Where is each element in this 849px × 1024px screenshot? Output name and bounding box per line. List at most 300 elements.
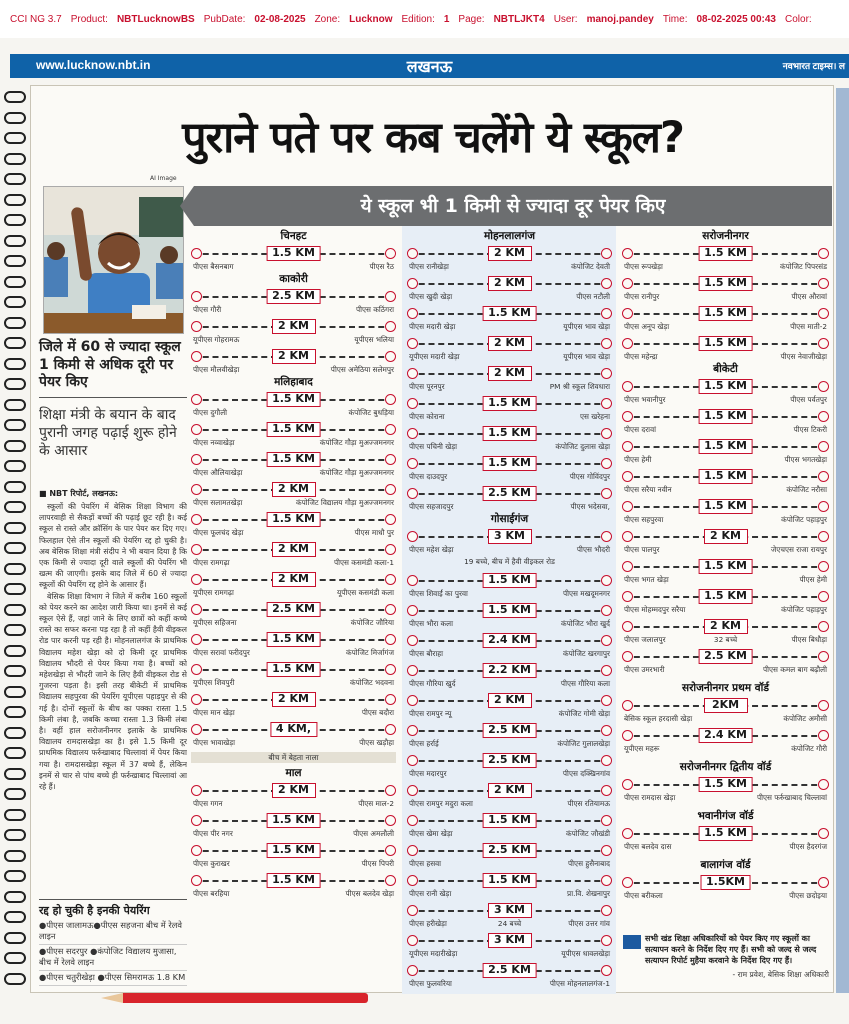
school-from: पीएस रानीपुर	[624, 292, 660, 301]
school-marker-icon	[601, 785, 612, 796]
school-to: पीएस नेवाजीखेड़ा	[780, 352, 827, 361]
school-marker-icon	[385, 544, 396, 555]
slug-value: NBTLucknowBS	[116, 13, 195, 25]
school-from: पीएस रामगढ़ा	[193, 558, 230, 567]
school-marker-icon	[622, 441, 633, 452]
school-marker-icon	[191, 634, 202, 645]
school-from: पीएस पालपुर	[624, 545, 660, 554]
school-marker-icon	[385, 815, 396, 826]
pairing-row	[191, 629, 396, 659]
headline: पुराने पते पर कब चलेंगे ये स्कूल?	[182, 113, 684, 163]
school-to: कंपोजिट पिपरसंड	[780, 262, 827, 271]
school-to: कंपोजिट गौरी	[791, 744, 827, 753]
distance-badge: 1.5 KM	[698, 409, 753, 424]
school-to: कंपोजिट जौखंडी	[565, 829, 610, 838]
school-to: पीएस औरावां	[791, 292, 827, 301]
school-from: पीएस औलियाखेड़ा	[193, 468, 243, 477]
distance-badge: 2.5 KM	[698, 649, 753, 664]
block-heading: काकोरी	[279, 273, 308, 285]
spiral-ring	[4, 296, 26, 308]
pairing-column-3	[622, 230, 829, 902]
school-to: पीएस रतियामऊ	[567, 799, 610, 808]
distance-badge: 2.5 KM	[266, 289, 321, 304]
distance-badge: 2 KM	[704, 529, 748, 544]
spiral-ring	[4, 809, 26, 821]
officer-quote-text: सभी खंड शिक्षा अधिकारियों को पेयर किए गए स्कूलों का सत्यापन करने के निर्देश दिए गए हैं। सभी को जल्द से जल्द सत्यापन रिपोर्ट मुहैया करवाने के निर्देश दिए गए हैं।	[645, 934, 817, 965]
officer-quote	[623, 933, 829, 980]
school-marker-icon	[385, 845, 396, 856]
school-marker-icon	[191, 351, 202, 362]
school-marker-icon	[601, 905, 612, 916]
pairing-row	[191, 316, 396, 346]
distance-badge: 1.5 KM	[698, 499, 753, 514]
distance-badge: 1.5 KM	[698, 589, 753, 604]
school-to: कंपोजिट जौरिया	[350, 618, 394, 627]
school-marker-icon	[407, 665, 418, 676]
school-from: पीएस सरावां फरीदपुर	[193, 648, 250, 657]
school-from: पीएस बरीकला	[624, 891, 663, 900]
school-marker-icon	[191, 604, 202, 615]
distance-badge: 2 KM	[488, 366, 532, 381]
school-from: पीएस दाउदपुर	[409, 472, 448, 481]
school-from: यूपीएस गोहरामऊ	[193, 335, 240, 344]
block-heading: भवानीगंज वॉर्ड	[697, 810, 754, 822]
school-from: पीएस सलामतखेड़ा	[193, 498, 243, 507]
school-marker-icon	[407, 755, 418, 766]
school-marker-icon	[407, 785, 418, 796]
distance-badge: 1.5 KM	[482, 813, 537, 828]
school-to: पीएस कठिंगरा	[355, 305, 394, 314]
school-marker-icon	[818, 441, 829, 452]
spiral-ring	[4, 768, 26, 780]
distance-badge: 1.5 KM	[698, 559, 753, 574]
pairing-row	[191, 389, 396, 419]
school-marker-icon	[818, 828, 829, 839]
school-to: कंपोजिट पहाड़पुर	[781, 515, 827, 524]
distance-badge: 2 KM	[272, 572, 316, 587]
school-marker-icon	[818, 248, 829, 259]
photo-caption: AI Image	[150, 175, 177, 182]
distance-badge: 2.4 KM	[698, 728, 753, 743]
slug-key: User:	[553, 13, 578, 25]
school-from: पीएस पीर नगर	[193, 829, 233, 838]
pairing-column-1	[191, 230, 396, 900]
school-marker-icon	[407, 398, 418, 409]
school-from: पीएस सहपुरवा	[624, 515, 664, 524]
block-heading: सरोजनीनगर	[702, 230, 749, 242]
school-to: कंपोजिट देवती	[571, 262, 610, 271]
school-marker-icon	[407, 695, 418, 706]
school-to: पीएस भगतखेड़ा	[784, 455, 827, 464]
school-marker-icon	[407, 338, 418, 349]
spiral-ring	[4, 973, 26, 985]
subheadline: ये स्कूल भी 1 किमी से ज्यादा दूर पेयर किए	[194, 186, 832, 226]
school-from: पीएस जलालपुर	[624, 635, 666, 644]
pairing-row	[622, 526, 829, 556]
distance-badge: 2 KM	[488, 693, 532, 708]
school-marker-icon	[407, 965, 418, 976]
school-marker-icon	[622, 591, 633, 602]
school-marker-icon	[191, 291, 202, 302]
school-to: पीएस भदेसवा,	[570, 502, 610, 511]
school-marker-icon	[601, 428, 612, 439]
pairing-row	[622, 695, 829, 725]
school-to: पीएस खड़ौहा	[359, 738, 394, 747]
distance-badge: 1.5 KM	[482, 603, 537, 618]
spiral-ring	[4, 645, 26, 657]
school-from: पीएस खेमा खेड़ा	[409, 829, 453, 838]
school-from: यूपीएस रामगढ़ा	[193, 588, 234, 597]
distance-badge: 1.5 KM	[266, 662, 321, 677]
spiral-ring	[4, 419, 26, 431]
spiral-ring	[4, 850, 26, 862]
pairing-row	[622, 872, 829, 902]
school-marker-icon	[385, 351, 396, 362]
school-to: यूपीएस भाव खेड़ा	[563, 322, 610, 331]
school-to: यूपीएस भाव खेड़ा	[563, 352, 610, 361]
pairing-row	[407, 273, 612, 303]
website-url: www.lucknow.nbt.in	[36, 58, 151, 72]
spiral-ring	[4, 665, 26, 677]
pairing-row	[622, 406, 829, 436]
school-marker-icon	[818, 531, 829, 542]
school-from: पीएस उमरभारी	[624, 665, 665, 674]
school-marker-icon	[622, 471, 633, 482]
spiral-ring	[4, 132, 26, 144]
school-from: पीएस मान खेड़ा	[193, 708, 235, 717]
spiral-ring	[4, 727, 26, 739]
school-marker-icon	[191, 664, 202, 675]
pairing-row	[191, 419, 396, 449]
pairing-row	[191, 286, 396, 316]
pairing-row	[191, 569, 396, 599]
school-from: पीएस महेश खेड़ा	[409, 545, 454, 554]
school-marker-icon	[601, 755, 612, 766]
block-heading: सरोजनीनगर द्वितीय वॉर्ड	[679, 761, 772, 773]
school-marker-icon	[818, 700, 829, 711]
paper-name: नवभारत टाइम्स। ल	[782, 61, 845, 71]
distance-badge: 2 KM	[488, 783, 532, 798]
cancelled-item: ●पीएस जालामऊ●पीएस सहजना बीच में रेलवे लाइन	[39, 919, 187, 945]
school-to: पीएस उत्तर गांव	[568, 919, 610, 928]
spiral-ring	[4, 932, 26, 944]
school-marker-icon	[407, 428, 418, 439]
block-heading: गोसाईगंज	[490, 513, 529, 525]
distance-badge: 1.5 KM	[266, 873, 321, 888]
distance-badge: 2 KM	[272, 319, 316, 334]
pairing-row	[622, 496, 829, 526]
distance-badge: 2 KM	[272, 542, 316, 557]
distance-badge: 2.5 KM	[482, 963, 537, 978]
school-marker-icon	[818, 591, 829, 602]
distance-badge: 2 KM	[488, 276, 532, 291]
school-to: कंपोजिट मिर्जागंज	[345, 648, 394, 657]
school-marker-icon	[191, 845, 202, 856]
school-marker-icon	[601, 665, 612, 676]
school-from: पीएस सरैया नवीन	[624, 485, 672, 494]
notebook-spiral	[0, 85, 32, 990]
school-marker-icon	[407, 308, 418, 319]
school-from: पीएस दरावां	[624, 425, 657, 434]
school-marker-icon	[191, 484, 202, 495]
cancelled-item: ●पीएस चतुरीखेड़ा ●पीएस सिमरामऊ 1.8 KM	[39, 971, 187, 986]
pairing-row	[622, 725, 829, 755]
school-marker-icon	[407, 905, 418, 916]
school-from: पीएस हेमी	[624, 455, 652, 464]
school-from: पीएस मदारपुर	[409, 769, 447, 778]
spiral-ring	[4, 522, 26, 534]
pairing-row	[191, 840, 396, 870]
school-marker-icon	[601, 368, 612, 379]
spiral-ring	[4, 788, 26, 800]
school-from: पीएस कोराना	[409, 412, 445, 421]
school-marker-icon	[385, 875, 396, 886]
school-marker-icon	[622, 501, 633, 512]
school-marker-icon	[385, 248, 396, 259]
school-marker-icon	[191, 394, 202, 405]
school-to: पीएस माती-2	[790, 322, 827, 331]
distance-badge: 1.5 KM	[698, 379, 753, 394]
school-marker-icon	[622, 248, 633, 259]
school-marker-icon	[191, 248, 202, 259]
pairing-row	[191, 243, 396, 273]
news-page	[30, 85, 834, 993]
school-marker-icon	[385, 694, 396, 705]
school-to: कंपोजिट विद्यालय गौड़ा मुअज्जमनगर	[295, 498, 394, 507]
pairing-row	[407, 900, 612, 930]
slug-key: Time:	[662, 13, 688, 25]
school-to: पीएस माधौ पुर	[354, 528, 394, 537]
spiral-ring	[4, 214, 26, 226]
slug-key: Page:	[458, 13, 485, 25]
school-marker-icon	[191, 785, 202, 796]
school-marker-icon	[385, 291, 396, 302]
school-to: कंपोजिट पहाड़पुर	[781, 605, 827, 614]
school-marker-icon	[622, 411, 633, 422]
school-to: पीएस फर्रुखाबाद चिल्लावां	[756, 793, 827, 802]
block-heading: मोहनलालगंज	[483, 230, 536, 242]
spiral-ring	[4, 952, 26, 964]
school-marker-icon	[407, 875, 418, 886]
spiral-ring	[4, 747, 26, 759]
distance-badge: 1.5 KM	[698, 336, 753, 351]
school-marker-icon	[601, 845, 612, 856]
pairing-row	[622, 646, 829, 676]
cancelled-list	[39, 919, 187, 986]
slug-value: 1	[443, 13, 450, 25]
school-marker-icon	[622, 779, 633, 790]
distance-badge: 2.5 KM	[482, 843, 537, 858]
distance-badge: 1.5 KM	[482, 873, 537, 888]
pairing-row	[191, 689, 396, 719]
school-to: एस खरेहना	[579, 412, 610, 421]
spiral-ring	[4, 706, 26, 718]
distance-badge: 1.5 KM	[266, 246, 321, 261]
school-to: कंपोजिट गौड़ा मुअज्जमनगर	[319, 468, 394, 477]
distance-badge: 2.2 KM	[482, 663, 537, 678]
school-from: पीएस गौरी	[193, 305, 222, 314]
pairing-row	[407, 423, 612, 453]
cancelled-item: ●पीएस सदरपुर ●कंपोजिट विद्यालय मुजासा, बीच में रेलवे लाइन	[39, 945, 187, 971]
distance-badge: 3 KM	[488, 529, 532, 544]
school-to: पीएस बलदेव खेड़ा	[345, 889, 394, 898]
school-marker-icon	[191, 424, 202, 435]
school-from: पीएस रामदास खेड़ा	[624, 793, 676, 802]
pairing-row	[407, 720, 612, 750]
school-from: पीएस कुराखर	[193, 859, 230, 868]
school-marker-icon	[622, 338, 633, 349]
school-from: पीएस रानीखेड़ा	[409, 262, 449, 271]
school-marker-icon	[601, 575, 612, 586]
school-marker-icon	[191, 875, 202, 886]
spiral-ring	[4, 604, 26, 616]
spiral-ring	[4, 481, 26, 493]
school-marker-icon	[818, 278, 829, 289]
school-marker-icon	[818, 308, 829, 319]
spiral-ring	[4, 440, 26, 452]
school-from: पीएस रामपुर न्यू	[409, 709, 452, 718]
school-marker-icon	[407, 531, 418, 542]
pairing-row	[191, 539, 396, 569]
school-marker-icon	[601, 935, 612, 946]
pairing-row	[622, 774, 829, 804]
spiral-ring	[4, 501, 26, 513]
lead-text: जिले में 60 से ज्यादा स्कूल 1 किमी से अधिक दूरी पर पेयर किए	[39, 339, 187, 398]
school-to: यूपीएस धावलखेड़ा	[561, 949, 610, 958]
school-to: पीएस हेमी	[799, 575, 827, 584]
school-from: पीएस बलदेव दास	[624, 842, 672, 851]
spiral-ring	[4, 399, 26, 411]
pairing-row	[622, 273, 829, 303]
school-from: पीएस गौरिया खुर्द	[409, 679, 456, 688]
school-to: पीएस मखदूमनगर	[562, 589, 610, 598]
distance-badge: 2.5 KM	[482, 753, 537, 768]
student-count: 32 बच्चे	[713, 635, 738, 644]
spiral-ring	[4, 317, 26, 329]
school-to: पीएस छदोइया	[789, 891, 827, 900]
school-marker-icon	[622, 278, 633, 289]
pairing-row	[191, 346, 396, 376]
school-to: कंपोजिट भदवना	[350, 678, 394, 687]
school-marker-icon	[191, 544, 202, 555]
body-paragraph: बेसिक शिक्षा विभाग ने जिले में करीब 160 स्कूलों को पेयर करने का आदेश जारी किया था। इनमें से कई स्कूल ऐसे हैं, जहां जाने के लिए छात्रों को कहीं कच्चे रास्ते का सफर करना पड़ रहा है तो कहीं हैवी वीइकल रोड पार करनी पड़ रही है। मोहनलालगंज के प्राथमिक विद्यालय महेश खेड़ा को दो किमी दूर प्राथमिक विद्यालय भौदरी से पेयर किया गया है। बच्चों को महेशखेड़ा से भौदरी जाने के लिए हैवी वीइकल रोड से गुजरना पड़ता है। इसी तरह बीकेटी में प्राथमिक विद्यालय सहपुरवा की पेयरिंग यूपीएस पहाड़पुर से की गई है। दोनों स्कूलों के बीच का पक्का रास्ता 1.5 किमी लंबा है, जबकि कच्चा रास्ता 1.3 किमी लंबा है। वहीं हाल सरोजनीनगर इलाके के प्राथमिक विद्यालय रामदासखेड़ा का है। इसे 1.5 किमी दूर प्राथमिक विद्यालय फर्रुखाबाद चिल्लावां में पेयर किया गया है। रामदासखेड़ा स्कूल में 37 बच्चे हैं, लेकिन इनमें से चार से पांच बच्चे ही फर्रुखाबाद चिल्लावां आ रहे हैं।	[39, 591, 187, 792]
school-from: पीएस हर्राई	[409, 739, 439, 748]
school-to: पीएस दक्खिनगांव	[562, 769, 610, 778]
school-from: पीएस भगत खेड़ा	[624, 575, 669, 584]
spiral-ring	[4, 153, 26, 165]
pairing-row	[191, 810, 396, 840]
slug-key: Zone:	[314, 13, 341, 25]
school-marker-icon	[601, 488, 612, 499]
school-marker-icon	[818, 338, 829, 349]
distance-badge: 1.5 KM	[482, 456, 537, 471]
school-marker-icon	[601, 875, 612, 886]
block-heading: चिनहट	[280, 230, 307, 242]
school-to: पीएस कमल बाग बढ़ौली	[762, 665, 827, 674]
school-marker-icon	[622, 700, 633, 711]
pairing-row	[191, 509, 396, 539]
school-marker-icon	[191, 815, 202, 826]
spiral-ring	[4, 337, 26, 349]
school-to: कंपोजिट अमौसी	[783, 714, 827, 723]
distance-badge: 2.5 KM	[482, 723, 537, 738]
school-to: पीएस पिपरी	[361, 859, 394, 868]
school-from: बेसिक स्कूल हरदासी खेड़ा	[624, 714, 693, 723]
distance-badge: 2KM	[704, 698, 748, 713]
school-marker-icon	[601, 531, 612, 542]
slug-key: CCI NG 3.7	[10, 13, 62, 25]
school-marker-icon	[407, 278, 418, 289]
spiral-ring	[4, 112, 26, 124]
spiral-ring	[4, 686, 26, 698]
school-from: पीएस भौरा कला	[409, 619, 453, 628]
slug-value: Lucknow	[349, 13, 393, 25]
section-band	[10, 54, 849, 78]
school-to: पीएस मोहनलालगंज-1	[549, 979, 610, 988]
distance-badge: 2 KM	[488, 246, 532, 261]
pairing-row	[191, 870, 396, 900]
slug-key: PubDate:	[203, 13, 246, 25]
school-marker-icon	[818, 779, 829, 790]
slug-key: Color:	[785, 13, 812, 25]
school-marker-icon	[622, 531, 633, 542]
distance-badge: 2.5 KM	[266, 602, 321, 617]
print-slug-bar	[0, 0, 849, 38]
school-marker-icon	[385, 514, 396, 525]
spiral-ring	[4, 235, 26, 247]
pairing-column-2	[407, 230, 612, 990]
pairing-row	[407, 870, 612, 900]
school-marker-icon	[622, 381, 633, 392]
pairing-row	[622, 376, 829, 406]
spiral-ring	[4, 563, 26, 575]
pairing-row	[622, 466, 829, 496]
pairing-row	[407, 600, 612, 630]
school-marker-icon	[818, 471, 829, 482]
school-to: कंपोजिट दुलास खेड़ा	[555, 442, 610, 451]
byline: ■ NBT रिपोर्ट, लखनऊ:	[39, 489, 119, 498]
school-from: पीएस शिवाईं का पुरवा	[409, 589, 468, 598]
spiral-ring	[4, 378, 26, 390]
school-from: पीएस बौराहा	[409, 649, 444, 658]
distance-badge: 1.5 KM	[698, 306, 753, 321]
spiral-ring	[4, 870, 26, 882]
distance-badge: 1.5 KM	[482, 306, 537, 321]
pairing-row	[407, 333, 612, 363]
school-marker-icon	[385, 484, 396, 495]
pairing-row	[407, 930, 612, 960]
pairing-row	[407, 840, 612, 870]
pairing-row	[407, 750, 612, 780]
distance-badge: 1.5 KM	[266, 422, 321, 437]
slug-key: Product:	[70, 13, 108, 25]
distance-badge: 1.5 KM	[482, 396, 537, 411]
school-to: यूपीएस भलिया	[354, 335, 394, 344]
pairing-note: बीच में बेहता नाला	[191, 752, 396, 763]
school-marker-icon	[385, 424, 396, 435]
spiral-ring	[4, 194, 26, 206]
distance-badge: 2 KM	[488, 336, 532, 351]
school-marker-icon	[601, 635, 612, 646]
school-from: पीएस सहजादपुर	[409, 502, 454, 511]
school-marker-icon	[407, 368, 418, 379]
school-marker-icon	[818, 381, 829, 392]
school-from: पीएस अनूप खेड़ा	[624, 322, 670, 331]
pairing-row	[407, 780, 612, 810]
school-marker-icon	[407, 635, 418, 646]
distance-badge: 1.5 KM	[482, 573, 537, 588]
pairing-row	[407, 393, 612, 423]
